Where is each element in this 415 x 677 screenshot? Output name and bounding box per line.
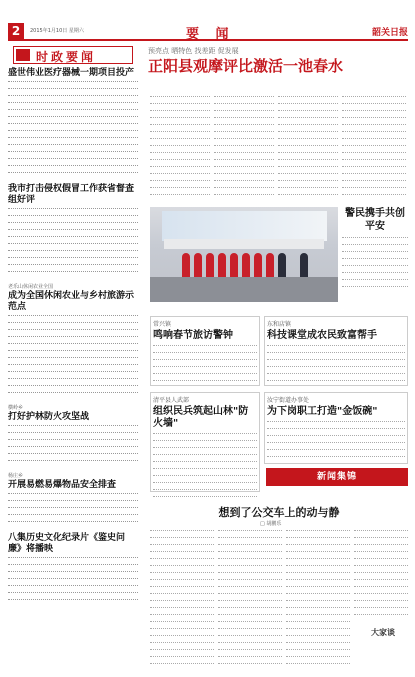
- article-title: 打好护林防火攻坚战: [8, 412, 90, 422]
- left-column: [8, 46, 138, 611]
- column-text: [354, 530, 408, 621]
- column-text: [218, 530, 282, 670]
- article-title: 成为全国休闲农业与乡村旅游示范点: [8, 291, 135, 312]
- story-kicker: 清平县人武部: [153, 397, 190, 404]
- article[interactable]: [8, 533, 138, 605]
- lead-text-col: [342, 96, 406, 201]
- article-kicker: 老乐山休闲农业全国: [8, 284, 54, 290]
- page-header: [8, 23, 408, 41]
- article[interactable]: [8, 68, 138, 178]
- story-kicker: 常兴镇: [153, 321, 172, 328]
- lead-text-col: [150, 96, 210, 201]
- paper-name: 韶关日报: [371, 28, 408, 38]
- article-title: 我市打击侵权假冒工作获省督查组好评: [8, 184, 135, 205]
- tag-square-icon: [16, 49, 30, 61]
- article[interactable]: [8, 472, 138, 527]
- column-byline: □ 胡鹏乐: [260, 521, 282, 527]
- story-box[interactable]: [264, 392, 408, 464]
- story-title: 组织民兵筑起山林"防火墙": [153, 406, 249, 429]
- column-title[interactable]: 想到了公交车上的动与静: [218, 506, 340, 519]
- news-roundup-band: 新闻集锦: [266, 468, 408, 486]
- story-box[interactable]: [264, 316, 408, 386]
- issue-date: 2015年1月10日 星期六: [30, 28, 84, 34]
- section-title: 要 闻: [186, 27, 235, 42]
- lead-text-col: [214, 96, 274, 201]
- story-title: 为下岗职工打造"金饭碗": [267, 406, 378, 417]
- story-kicker: 东和店镇: [267, 321, 292, 328]
- lead-text-col: [278, 96, 338, 201]
- lead-headline[interactable]: 正阳县观摩评比激活一池春水: [148, 57, 344, 75]
- article-title: 开展易燃易爆物品安全排查: [8, 480, 117, 490]
- story-box[interactable]: [150, 316, 260, 386]
- section-tag: [13, 46, 133, 64]
- article-title: 盛世伟业医疗器械一期项目投产: [8, 68, 135, 78]
- tag-label: 时政要闻: [36, 50, 97, 64]
- photo-caption-title: 警民携手共创平安: [345, 208, 405, 232]
- column-text: [150, 530, 214, 670]
- story-box[interactable]: [150, 392, 260, 492]
- main-area: [146, 46, 408, 78]
- column-text: [286, 530, 350, 670]
- article[interactable]: [8, 404, 138, 466]
- story-title: 鸣响春节旅访警钟: [153, 330, 233, 341]
- article-title: 八集历史文化纪录片《鉴史问廉》将播映: [8, 533, 126, 554]
- story-title: 科技课堂成农民致富帮手: [267, 330, 377, 341]
- story-kicker: 汝宁街道办事处: [267, 397, 310, 404]
- news-photo: [150, 207, 338, 302]
- article-kicker: 杨庄乡: [8, 473, 24, 479]
- page-number: 2: [8, 23, 24, 39]
- photo-caption: [342, 207, 408, 293]
- article-kicker: 横岭乡: [8, 405, 24, 411]
- article[interactable]: [8, 184, 138, 277]
- lead-kicker: 预亮点 晒特色 找差距 促发展: [148, 47, 239, 55]
- article[interactable]: [8, 283, 138, 398]
- column-logo: 大家谈: [371, 627, 395, 637]
